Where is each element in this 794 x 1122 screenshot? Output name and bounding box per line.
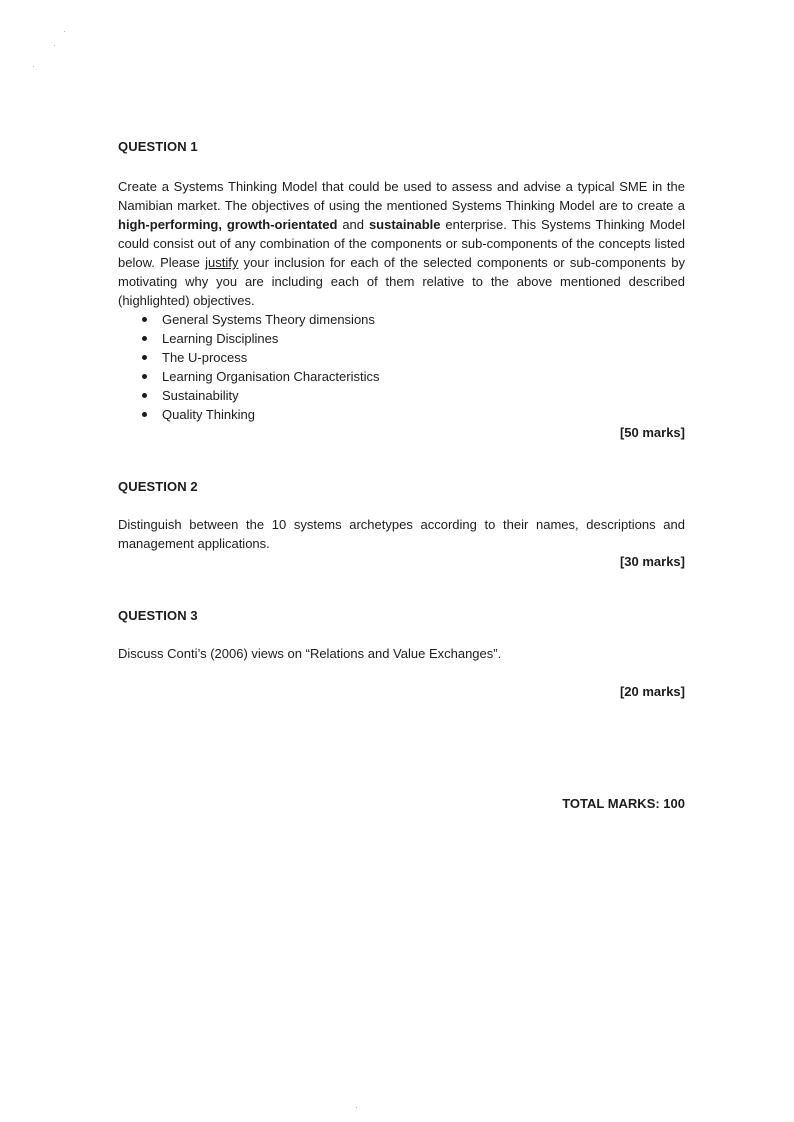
list-item (140, 348, 685, 367)
list-item (140, 386, 685, 405)
bullet-icon (142, 355, 147, 360)
bullet-icon (142, 336, 147, 341)
list-item (140, 405, 685, 424)
question-3-marks: [20 marks] (619, 684, 685, 699)
total-marks: TOTAL MARKS: 100 (562, 796, 685, 811)
bullet-icon (142, 393, 147, 398)
question-1-concept-list (118, 310, 685, 424)
list-item-text: Learning Disciplines (162, 331, 279, 346)
question-1-bold-sustainable: sustainable (368, 217, 441, 232)
scan-speck (54, 45, 55, 46)
question-1-text-3: enterprise. This Systems Thinking Model could consist out of any combination of the components or sub-components of the concepts listed below. Please (118, 217, 685, 270)
list-item (140, 329, 685, 348)
question-3-body: Discuss Conti’s (2006) views on “Relations and Value Exchanges”. (118, 646, 502, 661)
bullet-icon (142, 374, 147, 379)
question-1-heading: QUESTION 1 (118, 139, 198, 154)
question-3-heading: QUESTION 3 (118, 608, 198, 623)
bullet-icon (142, 317, 147, 322)
bullet-icon (142, 412, 147, 417)
question-2-marks: [30 marks] (619, 554, 685, 569)
question-1-bold-objectives: high-performing, growth-orientated (118, 217, 338, 232)
question-1-text-2: and (337, 217, 369, 232)
list-item-text: The U-process (162, 350, 248, 365)
list-item-text: Quality Thinking (162, 407, 255, 422)
question-1 (118, 138, 685, 442)
list-item (140, 367, 685, 386)
question-3 (118, 607, 685, 701)
question-2-heading: QUESTION 2 (118, 479, 198, 494)
scan-speck (356, 1107, 357, 1108)
question-2 (118, 478, 685, 571)
exam-page (118, 138, 685, 813)
scan-speck (64, 31, 65, 32)
list-item-text: General Systems Theory dimensions (162, 312, 375, 327)
list-item-text: Sustainability (162, 388, 239, 403)
list-item-text: Learning Organisation Characteristics (162, 369, 380, 384)
question-1-text-4: your inclusion for each of the selected components or sub-components by motivating why you are including each of them relative to the above mentioned described (highlighted) objectives. (118, 255, 685, 308)
question-1-body (118, 177, 685, 310)
question-2-body: Distinguish between the 10 systems archetypes according to their names, descriptions and management applications. (118, 517, 685, 551)
list-item (140, 310, 685, 329)
question-1-marks: [50 marks] (619, 425, 685, 440)
question-1-underlined-justify: justify (205, 255, 239, 270)
scan-speck (33, 66, 34, 67)
question-1-text-1: Create a Systems Thinking Model that could be used to assess and advise a typical SME in the Namibian market. The objectives of using the mentioned Systems Thinking Model are to create a (118, 179, 685, 213)
